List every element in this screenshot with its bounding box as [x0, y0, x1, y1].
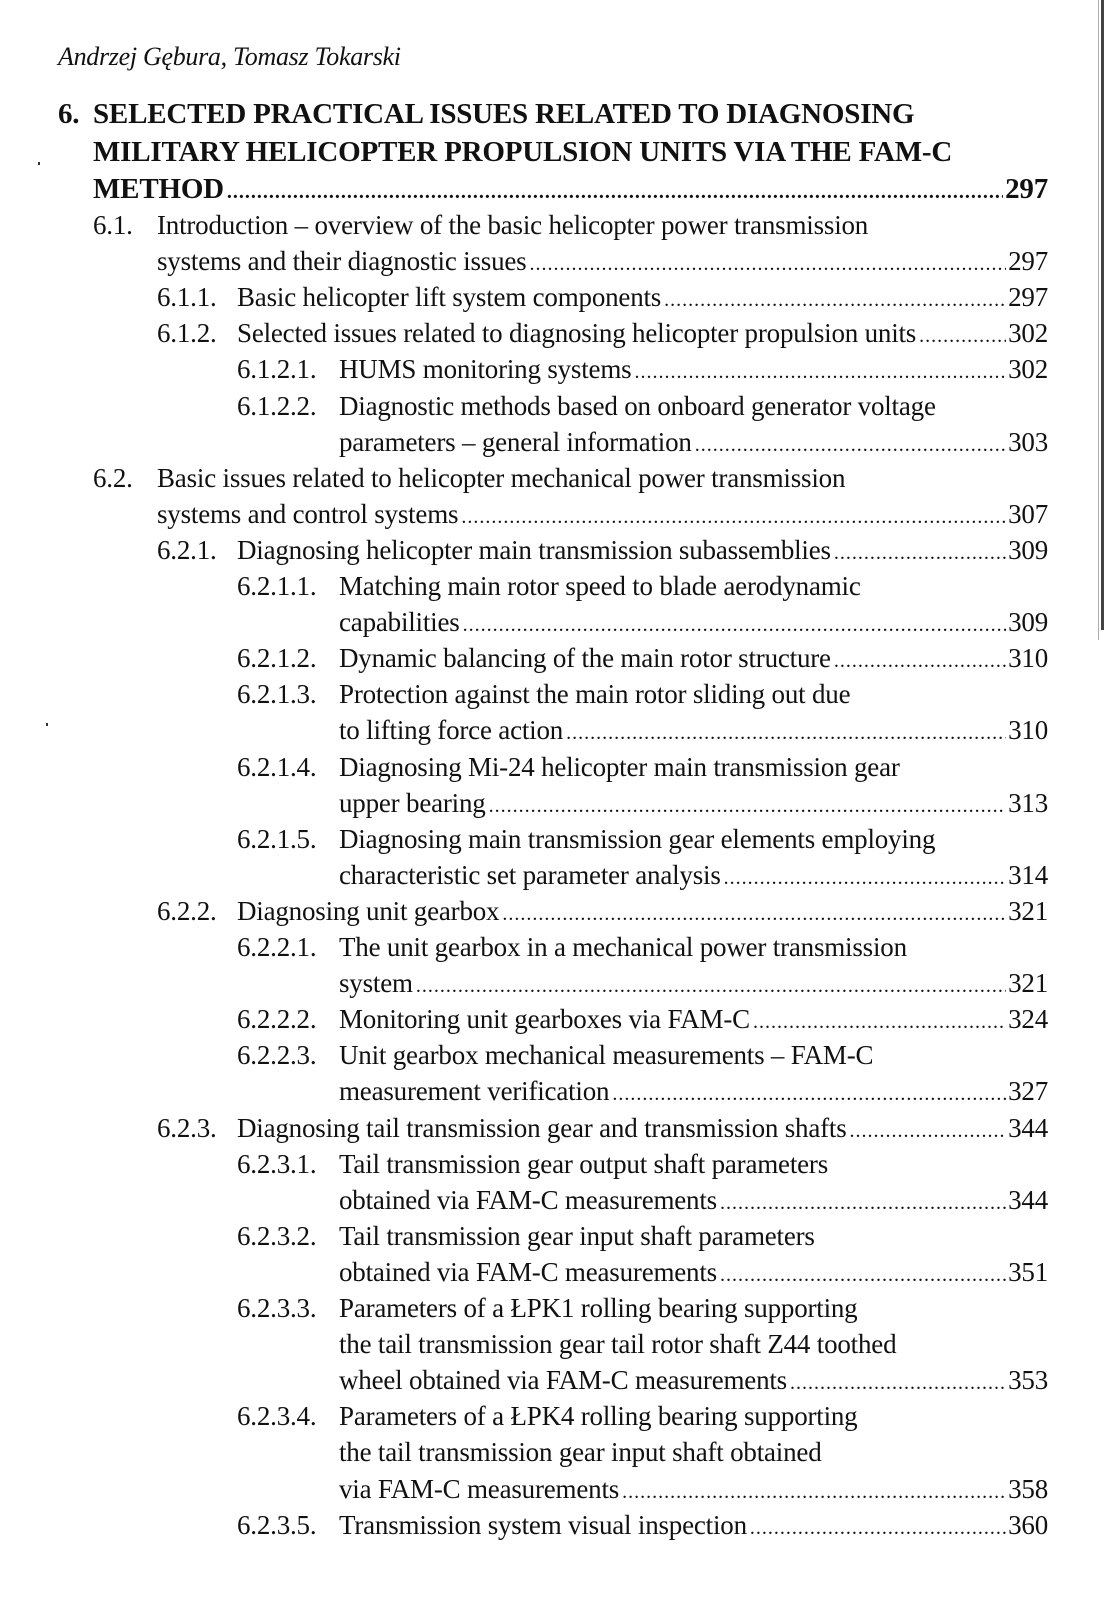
- authors: Andrzej Gębura, Tomasz Tokarski: [58, 42, 401, 71]
- dot-leader: [566, 715, 1006, 751]
- chapter-title-line: MILITARY HELICOPTER PROPULSION UNITS VIA THE FAM-C: [93, 136, 953, 168]
- section-number: 6.1.1.: [157, 282, 217, 313]
- section-title-line: HUMS monitoring systems: [339, 354, 632, 385]
- page-number: 321: [1008, 968, 1048, 999]
- page-number: 351: [1008, 1256, 1048, 1287]
- dot-leader: [850, 1113, 1007, 1149]
- section-number: 6.2.2.1.: [237, 932, 317, 962]
- section-title-line: Diagnostic methods based on onboard generator voltage: [339, 390, 936, 421]
- section-title-line: capabilities: [339, 607, 460, 638]
- page-number: 344: [1008, 1112, 1048, 1143]
- scan-speck: [46, 723, 48, 726]
- page-number: 310: [1008, 715, 1048, 746]
- section-title-line: obtained via FAM-C measurements: [339, 1256, 717, 1287]
- section-title-line: Parameters of a ŁPK4 rolling bearing supporting: [339, 1401, 858, 1432]
- section-title-line: measurement verification: [339, 1076, 610, 1107]
- page-number: 344: [1008, 1184, 1048, 1215]
- section-title-line: to lifting force action: [339, 715, 564, 746]
- section-number: 6.2.3.1.: [237, 1148, 317, 1179]
- page-number: 353: [1008, 1365, 1048, 1396]
- section-title-line: Basic issues related to helicopter mechanical power transmission: [157, 462, 846, 493]
- section-number: 6.2.1.1.: [237, 571, 317, 601]
- page-number: 309: [1008, 534, 1048, 565]
- section-title-line: wheel obtained via FAM-C measurements: [339, 1365, 787, 1396]
- section-number: 6.2.1.: [157, 534, 217, 565]
- section-title-line: Diagnosing Mi-24 helicopter main transmission gear: [339, 751, 900, 782]
- section-number: 6.1.2.2.: [237, 390, 317, 421]
- section-number: 6.1.2.1.: [237, 354, 317, 385]
- scan-speck: [38, 162, 40, 165]
- section-title-line: Unit gearbox mechanical measurements – FAM-C: [339, 1040, 874, 1071]
- page-number: 297: [1008, 246, 1048, 277]
- page-number: 313: [1008, 787, 1048, 818]
- dot-leader: [416, 968, 1006, 1004]
- dot-leader: [834, 535, 1006, 571]
- dot-leader: [724, 860, 1006, 896]
- chapter-number: 6.: [58, 98, 80, 130]
- page-number: 321: [1008, 895, 1048, 926]
- dot-leader: [750, 1510, 1006, 1546]
- dot-leader: [919, 318, 1006, 354]
- section-title-line: Tail transmission gear input shaft parameters: [339, 1220, 815, 1251]
- dot-leader: [622, 1474, 1006, 1510]
- page-number: 309: [1008, 607, 1048, 638]
- section-title-line: Tail transmission gear output shaft parameters: [339, 1148, 829, 1179]
- page-number: 327: [1008, 1076, 1048, 1107]
- page-binding-edge: [1101, 0, 1104, 630]
- section-title-line: Transmission system visual inspection: [339, 1509, 747, 1540]
- section-number: 6.2.2.3.: [237, 1040, 317, 1071]
- section-title-line: Matching main rotor speed to blade aerodynamic: [339, 571, 861, 601]
- section-title-line: the tail transmission gear tail rotor shaft Z44 toothed: [339, 1329, 897, 1360]
- page-number: 302: [1008, 318, 1048, 349]
- section-number: 6.2.1.2.: [237, 643, 317, 674]
- section-number: 6.2.3.: [157, 1112, 217, 1143]
- section-title-line: Diagnosing tail transmission gear and transmission shafts: [237, 1112, 847, 1143]
- section-title-line: Selected issues related to diagnosing helicopter propulsion units: [237, 318, 917, 349]
- page-binding-edge-shadow: [1098, 0, 1099, 640]
- page-number: 360: [1008, 1509, 1048, 1540]
- section-number: 6.2.1.5.: [237, 823, 317, 854]
- dot-leader: [695, 427, 1006, 463]
- section-number: 6.2.3.5.: [237, 1509, 317, 1540]
- section-number: 6.1.2.: [157, 318, 217, 349]
- section-title-line: characteristic set parameter analysis: [339, 859, 721, 890]
- section-title-line: parameters – general information: [339, 426, 692, 457]
- dot-leader: [664, 282, 1006, 318]
- section-title-line: Introduction – overview of the basic helicopter power transmission: [157, 210, 869, 240]
- page-number: 307: [1008, 498, 1048, 529]
- section-title-line: via FAM-C measurements: [339, 1473, 620, 1504]
- section-number: 6.2.2.2.: [237, 1004, 317, 1035]
- dot-leader: [612, 1076, 1006, 1112]
- page-number: 297: [1008, 282, 1048, 313]
- section-title-line: Protection against the main rotor sliding out due: [339, 679, 851, 710]
- section-title-line: the tail transmission gear input shaft obtained: [339, 1437, 822, 1468]
- section-title-line: Diagnosing helicopter main transmission subassemblies: [237, 534, 831, 565]
- page-number: 324: [1008, 1004, 1048, 1035]
- section-title-line: The unit gearbox in a mechanical power transmission: [339, 932, 907, 962]
- page-number: 303: [1008, 426, 1048, 457]
- dot-leader: [720, 1185, 1006, 1221]
- chapter-title-line: SELECTED PRACTICAL ISSUES RELATED TO DIAGNOSING: [93, 98, 915, 130]
- section-title-line: obtained via FAM-C measurements: [339, 1184, 717, 1215]
- section-title-line: Parameters of a ŁPK1 rolling bearing supporting: [339, 1293, 858, 1323]
- section-number: 6.2.2.: [157, 895, 217, 926]
- section-number: 6.1.: [93, 210, 133, 240]
- section-title-line: Dynamic balancing of the main rotor structure: [339, 643, 831, 674]
- section-title-line: system: [339, 968, 413, 999]
- section-title-line: systems and control systems: [157, 498, 459, 529]
- dot-leader: [529, 246, 1006, 282]
- section-number: 6.2.3.2.: [237, 1220, 317, 1251]
- dot-leader: [489, 788, 1007, 824]
- dot-leader: [463, 607, 1007, 643]
- section-number: 6.2.1.4.: [237, 751, 317, 782]
- page-number: 297: [1005, 173, 1048, 205]
- section-title-line: upper bearing: [339, 787, 486, 818]
- section-title-line: Diagnosing main transmission gear elements employing: [339, 823, 936, 854]
- section-title-line: Monitoring unit gearboxes via FAM-C: [339, 1004, 750, 1035]
- section-number: 6.2.1.3.: [237, 679, 317, 710]
- dot-leader: [753, 1004, 1006, 1040]
- dot-leader: [834, 643, 1006, 679]
- dot-leader: [227, 174, 1003, 210]
- page-number: 302: [1008, 354, 1048, 385]
- dot-leader: [502, 896, 1006, 932]
- section-title-line: Basic helicopter lift system components: [237, 282, 662, 313]
- dot-leader: [634, 354, 1006, 390]
- dot-leader: [790, 1365, 1006, 1401]
- page-number: 358: [1008, 1473, 1048, 1504]
- section-number: 6.2.3.4.: [237, 1401, 317, 1432]
- page-number: 314: [1008, 859, 1048, 890]
- section-title-line: Diagnosing unit gearbox: [237, 895, 500, 926]
- section-title-line: systems and their diagnostic issues: [157, 246, 527, 277]
- section-number: 6.2.: [93, 462, 133, 493]
- chapter-title-line: METHOD: [93, 173, 224, 205]
- dot-leader: [461, 499, 1006, 535]
- section-number: 6.2.3.3.: [237, 1293, 317, 1323]
- dot-leader: [720, 1257, 1006, 1293]
- page-number: 310: [1008, 643, 1048, 674]
